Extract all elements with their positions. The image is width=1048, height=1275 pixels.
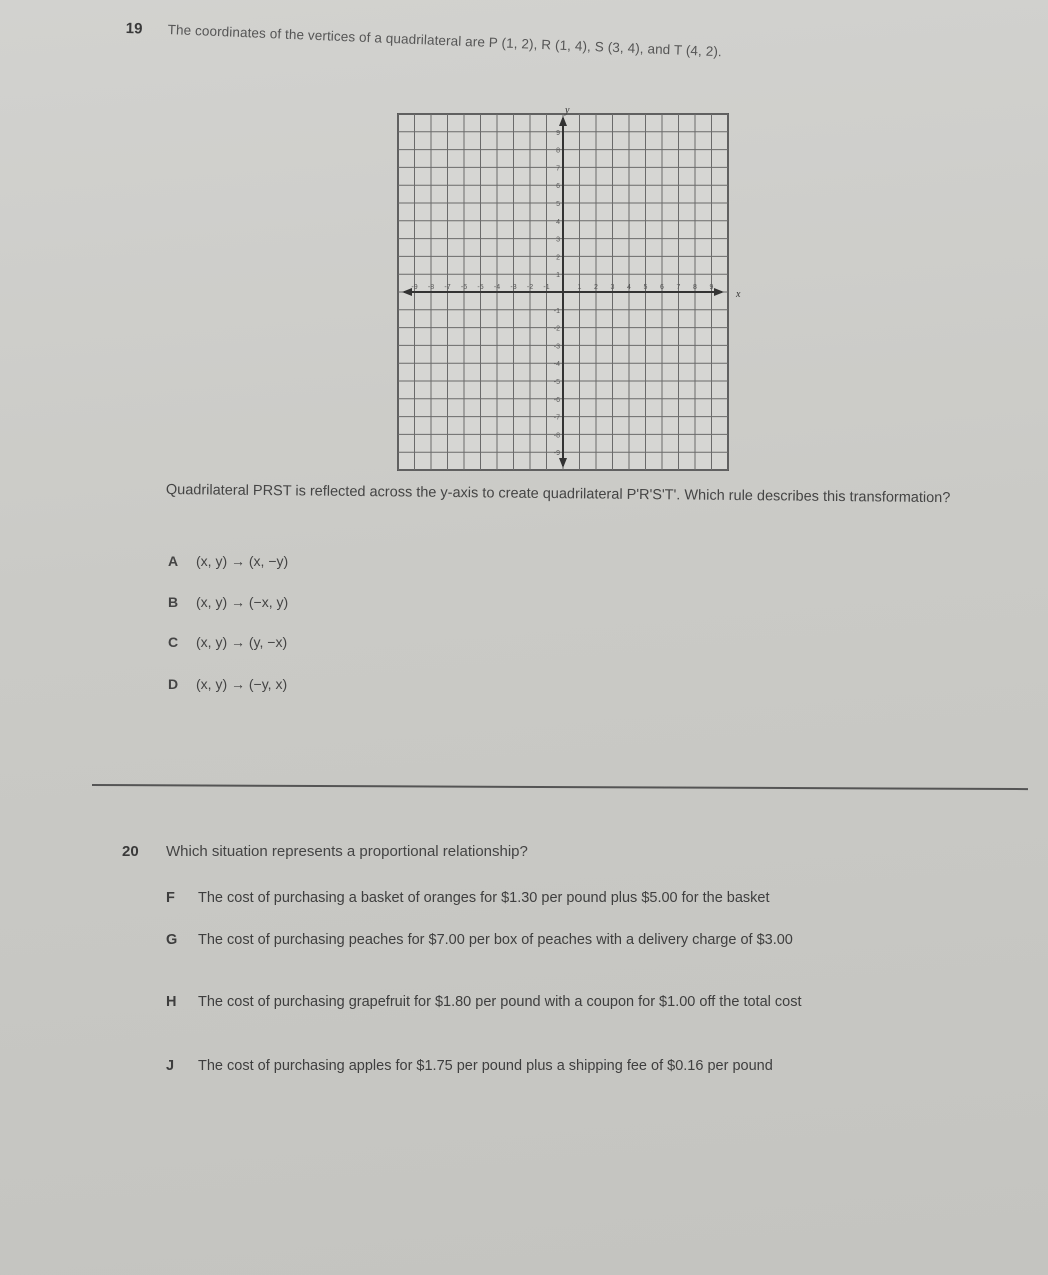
x-tick-label: -6 xyxy=(460,284,468,291)
question-19-prompt: Quadrilateral PRST is reflected across the y-axis to create quadrilateral P'R'S'T'. Which rule describes this transformation? xyxy=(165,482,951,507)
option-g[interactable] xyxy=(166,928,996,952)
choice-letter: B xyxy=(168,594,179,610)
y-tick-label: 7 xyxy=(556,165,560,173)
coordinate-grid-svg xyxy=(392,106,744,476)
y-tick-label: 9 xyxy=(556,129,560,137)
y-tick-label: 5 xyxy=(556,201,560,208)
choice-text: (x, y) → (−x, y) xyxy=(196,594,289,610)
option-f[interactable] xyxy=(166,886,996,910)
option-text: The cost of purchasing apples for $1.75 per pound plus a shipping fee of $0.16 per pound xyxy=(198,1058,773,1074)
option-letter: F xyxy=(166,890,175,906)
x-tick-label: 7 xyxy=(676,284,681,291)
x-tick-label: 3 xyxy=(610,284,615,291)
option-letter: J xyxy=(166,1058,175,1074)
choice-letter: C xyxy=(168,634,179,650)
choice-letter: A xyxy=(168,553,179,569)
option-text: The cost of purchasing peaches for $7.00 per box of peaches with a delivery charge of $3.00 xyxy=(198,932,793,948)
choice-text: (x, y) → (y, −x) xyxy=(196,634,288,650)
choice-b[interactable] xyxy=(168,594,288,610)
question-19-stem: The coordinates of the vertices of a quadrilateral are P (1, 2), R (1, 4), S (3, 4), and T (4, 2). xyxy=(167,22,723,60)
y-tick-label: -7 xyxy=(553,414,560,422)
x-tick-label: -1 xyxy=(543,284,550,291)
option-text: The cost of purchasing a basket of oranges for $1.30 per pound plus $5.00 for the basket xyxy=(198,890,770,906)
x-tick-label: 9 xyxy=(709,284,714,291)
x-tick-label: 1 xyxy=(577,284,582,291)
x-tick-label: -7 xyxy=(444,284,451,291)
x-tick-label: 4 xyxy=(627,284,631,291)
section-divider xyxy=(92,784,1028,790)
y-axis-label: y xyxy=(565,106,570,116)
x-tick-label: -5 xyxy=(477,284,484,291)
y-tick-label: 4 xyxy=(556,218,560,226)
choice-letter: D xyxy=(168,676,179,692)
y-tick-label: 3 xyxy=(556,236,560,244)
x-tick-label: 8 xyxy=(693,284,697,291)
y-tick-label: -4 xyxy=(553,361,560,369)
choice-text: (x, y) → (x, −y) xyxy=(196,553,289,569)
option-text: The cost of purchasing grapefruit for $1.80 per pound with a coupon for $1.00 off the total cost xyxy=(198,994,802,1010)
question-20-stem: Which situation represents a proportional relationship? xyxy=(166,843,528,860)
y-tick-label: -6 xyxy=(553,396,560,404)
y-tick-label: 1 xyxy=(556,272,560,280)
y-tick-label: -5 xyxy=(553,379,560,386)
y-tick-label: 6 xyxy=(556,183,560,191)
x-tick-label: -8 xyxy=(427,284,435,291)
x-tick-label: -4 xyxy=(493,284,501,291)
y-tick-label: -1 xyxy=(553,307,560,315)
x-tick-label: -3 xyxy=(510,284,517,291)
coordinate-grid xyxy=(392,106,744,476)
y-tick-label: -9 xyxy=(553,450,560,458)
y-tick-label: 8 xyxy=(556,147,560,155)
x-tick-label: 2 xyxy=(594,284,598,291)
option-letter: H xyxy=(166,994,177,1010)
option-j[interactable] xyxy=(166,1054,996,1078)
x-tick-label: -9 xyxy=(411,284,418,291)
x-tick-label: -2 xyxy=(526,284,534,291)
question-20-number: 20 xyxy=(122,843,139,860)
question-19-number: 19 xyxy=(125,20,143,38)
y-tick-label: 2 xyxy=(556,254,560,262)
x-tick-label: 5 xyxy=(643,284,648,291)
y-tick-label: -8 xyxy=(553,432,560,440)
x-tick-label: 6 xyxy=(660,284,664,291)
choice-c[interactable] xyxy=(168,634,287,650)
choice-d[interactable] xyxy=(168,676,287,692)
option-h[interactable] xyxy=(166,990,996,1014)
y-tick-label: -3 xyxy=(553,343,560,351)
y-tick-label: -2 xyxy=(553,325,560,333)
choice-a[interactable] xyxy=(168,553,288,569)
option-letter: G xyxy=(166,932,178,948)
x-axis-label: x xyxy=(736,289,741,300)
choice-text: (x, y) → (−y, x) xyxy=(196,676,288,692)
